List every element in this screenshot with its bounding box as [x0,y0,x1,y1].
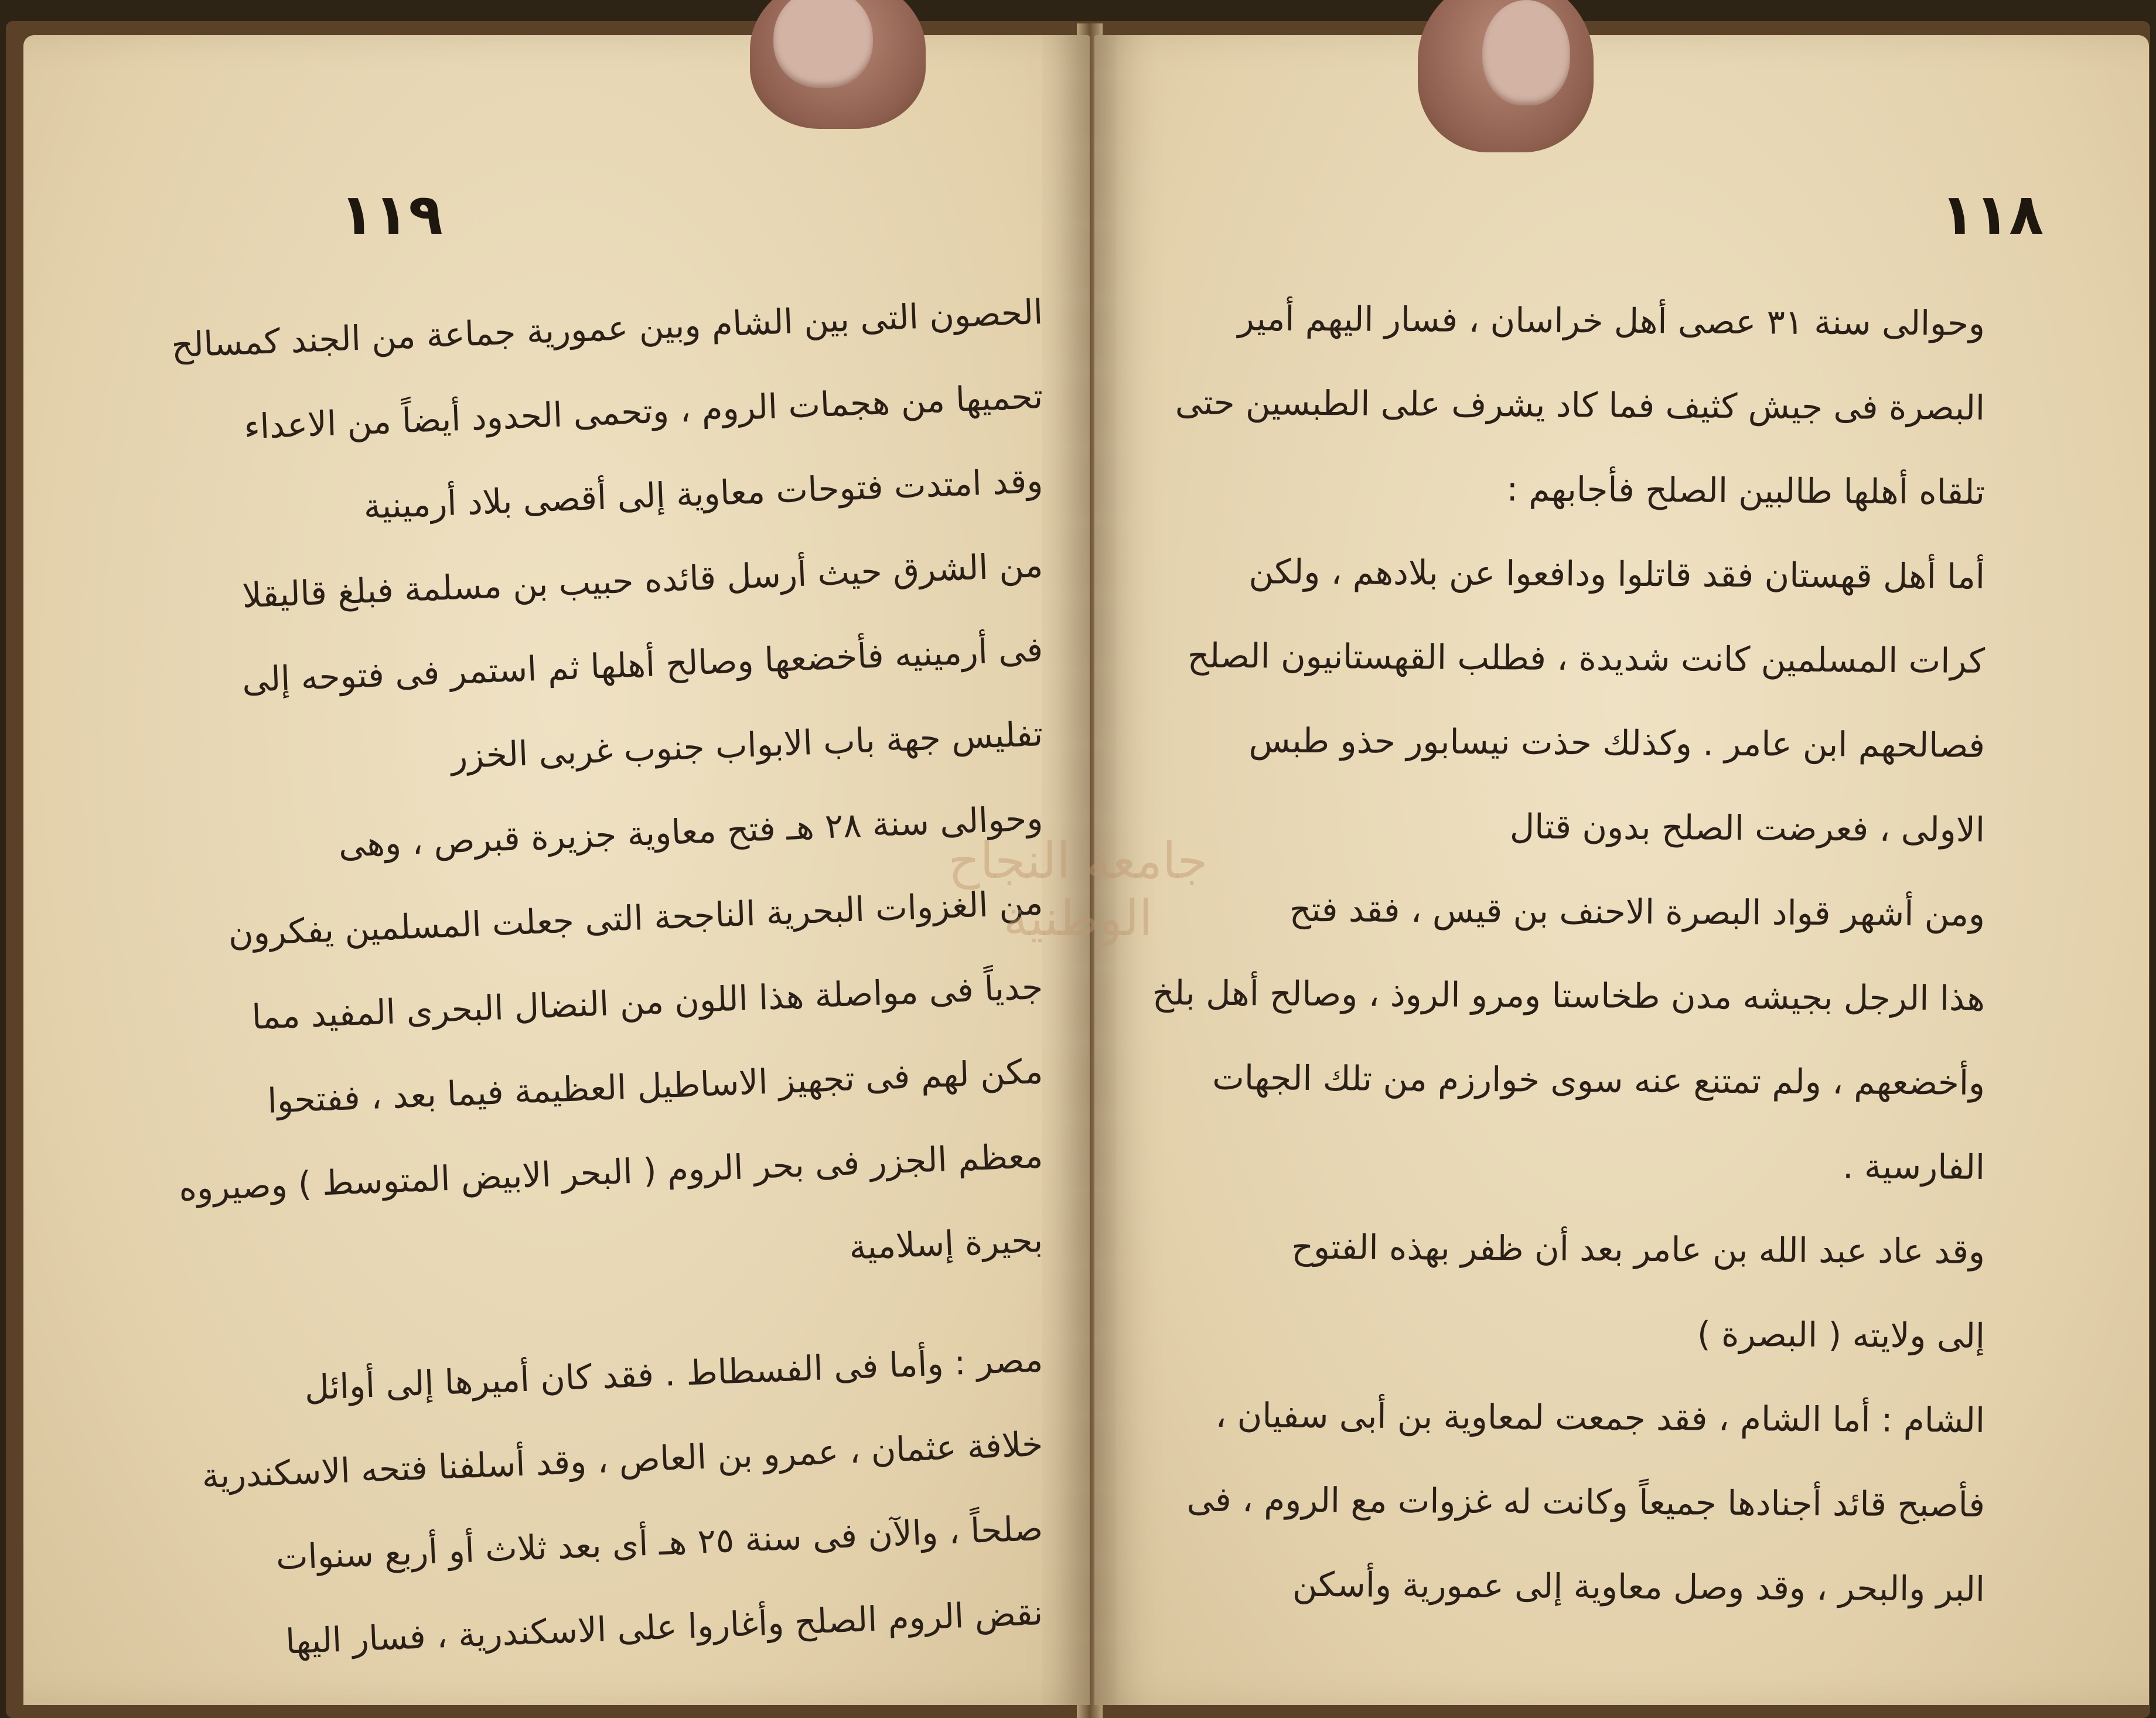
text-line: كرات المسلمين كانت شديدة ، فطلب القهستانيون الصلح [1187,635,1986,681]
text-line: وحوالى سنة ٣١ عصى أهل خراسان ، فسار اليهم أمير [1237,298,1986,343]
left-thumb [750,0,926,129]
text-line: وقد امتدت فتوحات معاوية إلى أقصى بلاد أرمينية [363,461,1044,527]
text-line: تحميها من هجمات الروم ، وتحمى الحدود أيضاً من الاعداء [243,376,1044,447]
left-page-text [170,270,1044,1662]
text-line: ومن أشهر قواد البصرة الاحنف بن قيس ، فقد فتح [1289,889,1986,934]
text-line: وقد عاد عبد الله بن عامر بعد أن ظفر بهذه الفتوح [1291,1226,1986,1272]
text-line: تفليس جهة باب الابواب جنوب غربى الخزر [450,714,1044,776]
text-line: الاولى ، فعرضت الصلح بدون قتال [1509,806,1986,850]
text-line: أما أهل قهستان فقد قاتلوا ودافعوا عن بلادهم ، ولكن [1248,551,1986,596]
text-line: نقض الروم الصلح وأغاروا على الاسكندرية ، فسار اليها [285,1593,1044,1662]
text-line: البصرة فى جيش كثيف فما كاد يشرف على الطبسين حتى [1175,382,1986,428]
text-line: معظم الجزر فى بحر الروم ( البحر الابيض المتوسط ) وصيروه [178,1136,1044,1209]
text-line: فأصبح قائد أجنادها جميعاً وكانت له غزوات مع الروم ، فى [1186,1479,1986,1525]
text-line: جدياً فى مواصلة هذا اللون من النضال البحرى المفيد مما [251,967,1044,1037]
text-line: هذا الرجل بجيشه مدن طخاستا ومرو الروذ ، وصالح أهل بلخ [1152,973,1986,1018]
text-line: تلقاه أهلها طالبين الصلح فأجابهم : [1506,469,1986,512]
thumbnail-nail [773,0,873,88]
text-line: مصر : وأما فى الفسطاط . فقد كان أميرها إلى أوائل [303,1339,1044,1408]
text-line: البر والبحر ، وقد وصل معاوية إلى عمورية وأسكن [1292,1564,1986,1609]
right-page-text [1152,281,1986,1631]
text-line: صلحاً ، والآن فى سنة ٢٥ هـ أى بعد ثلاث أو أربع سنوات [275,1508,1044,1578]
text-line: فصالحهم ابن عامر . وكذلك حذت نيسابور حذو طبس [1248,720,1986,765]
page-number-left: ١١٩ [340,182,443,247]
right-thumb [1418,0,1594,152]
text-line: إلى ولايته ( البصرة ) [1697,1314,1986,1356]
text-line: الشام : أما الشام ، فقد جمعت لمعاوية بن أبى سفيان ، [1215,1395,1986,1440]
library-watermark: جامعة النجاح الوطنية [948,832,1208,947]
text-line: فى أرمينيه فأخضعها وصالح أهلها ثم استمر فى فتوحه إلى [241,629,1044,700]
text-line: من الغزوات البحرية الناجحة التى جعلت المسلمين يفكرون [227,882,1044,954]
text-line: خلافة عثمان ، عمرو بن العاص ، وقد أسلفنا فتحه الاسكندرية [201,1424,1044,1497]
text-line: الفارسية . [1842,1146,1986,1187]
text-line: مكن لهم فى تجهيز الاساطيل العظيمة فيما بعد ، ففتحوا [267,1051,1044,1121]
text-line: الحصون التى بين الشام وبين عمورية جماعة من الجند كمسالح [170,292,1044,366]
thumbnail-nail [1482,0,1570,105]
page-number-right: ١١٨ [1940,182,2044,247]
text-line: وأخضعهم ، ولم تمتنع عنه سوى خوارزم من تلك الجهات [1212,1057,1986,1103]
text-line: من الشرق حيث أرسل قائده حبيب بن مسلمة فبلغ قاليقلا [241,545,1044,616]
text-line: بحيرة إسلامية [848,1220,1044,1267]
text-line: وحوالى سنة ٢٨ هـ فتح معاوية جزيرة قبرص ، وهى [337,798,1044,865]
